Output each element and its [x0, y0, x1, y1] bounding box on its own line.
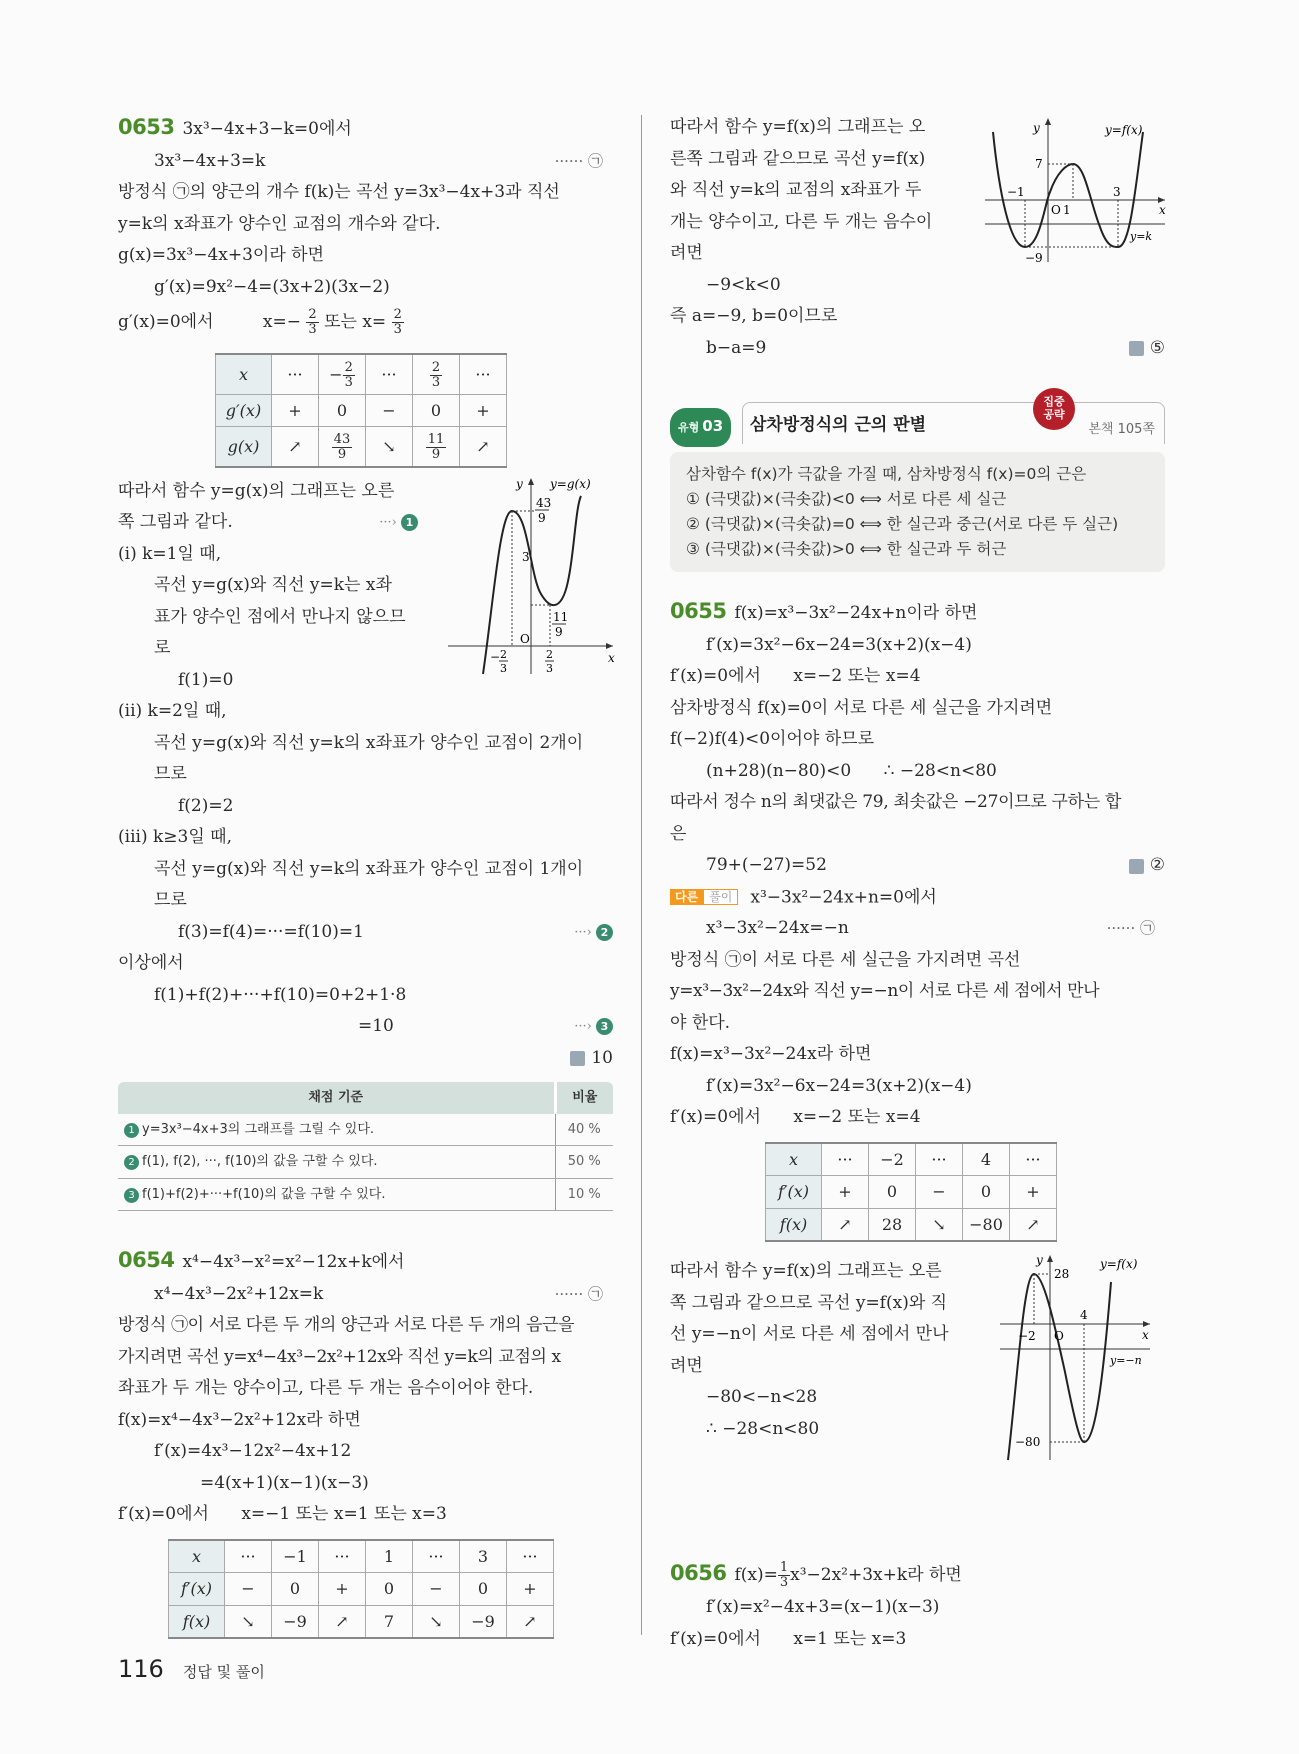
- text-line: 방정식 ㉠이 서로 다른 두 개의 양근과 서로 다른 두 개의 음근을: [118, 1315, 575, 1335]
- graph-section-0654: [670, 112, 1165, 364]
- text-line: 른쪽 그림과 같으므로 곡선 y=f(x): [670, 148, 926, 169]
- critical-points-line: g′(x)=0에서 x=− $\frac{2}{3}$ 또는 x= $\frac{2}{3}$: [118, 307, 402, 337]
- svg-text:x: x: [1159, 203, 1166, 217]
- problem-number: 0656: [670, 1561, 727, 1586]
- answer-icon: [1129, 859, 1144, 874]
- svg-text:x: x: [608, 650, 615, 665]
- problem-number: 0654: [118, 1248, 175, 1272]
- svg-text:9: 9: [555, 624, 563, 639]
- svg-text:−9: −9: [1025, 251, 1043, 262]
- text-line: 로: [154, 638, 171, 658]
- text-line: 즉 a=−9, b=0이므로: [670, 306, 838, 326]
- svg-text:3: 3: [1113, 185, 1121, 199]
- problem-0656-line1: 0656 f(x)= $\frac{1}{3}$ x³−2x²+3x+k라 하면: [670, 1560, 962, 1591]
- text-line: 려면: [670, 243, 703, 263]
- fraction: $\frac{2}{3}$: [393, 307, 402, 337]
- step-marker: ···› 1: [379, 507, 418, 539]
- alt-solution-badge: 다른 풀이: [670, 882, 738, 914]
- critical-points-line: f′(x)=0에서 x=−2 또는 x=4: [670, 666, 921, 686]
- derivative-line: g′(x)=9x²−4=(3x+2)(3x−2): [154, 276, 390, 297]
- problem-0655-line1: 0655 f(x)=x³−3x²−24x+n이라 하면: [670, 599, 978, 623]
- result-line: −9<k<0: [706, 274, 781, 295]
- text-line: 곡선 y=g(x)와 직선 y=k는 x좌: [154, 575, 392, 595]
- equation-line: 3x³−4x+3=k ······ ㉠: [118, 146, 613, 178]
- svg-text:y=−n: y=−n: [1110, 1354, 1142, 1368]
- table-row: 3 f(1)+f(2)+···+f(10)의 값을 구할 수 있다. 10 %: [118, 1178, 613, 1211]
- text-line: y=k의 x좌표가 양수인 교점의 개수와 같다.: [118, 213, 441, 234]
- text-line: f(x)=x³−3x²−24x라 하면: [670, 1044, 872, 1065]
- answer-icon: [1129, 341, 1144, 356]
- graph-f-of-x-0654: [985, 112, 1170, 262]
- text-line: 곡선 y=g(x)와 직선 y=k의 x좌표가 양수인 교점이 2개이: [154, 732, 584, 753]
- text-line: 이상에서: [118, 953, 184, 973]
- problem-0654-line1: 0654 x⁴−4x³−x²=x²−12x+k에서: [118, 1248, 405, 1272]
- concept-box: 삼차함수 f(x)가 극값을 가질 때, 삼차방정식 f(x)=0의 근은 ① (극댓값)×(극솟값)<0 ⟺ 서로 다른 세 실근 ② (극댓값)×(극솟값)=0 ⟺ 한 실근과 중근(서로 다른 두 실근) ③ (극댓값)×(극솟값)>0 ⟺ 한 실근과 두 허근: [670, 452, 1165, 572]
- text-line: y=x³−3x²−24x와 직선 y=−n이 서로 다른 세 점에서 만나: [670, 981, 1100, 1002]
- equation-ref-marker: ······ ㉠: [1106, 919, 1155, 938]
- text-line: 따라서 함수 y=f(x)의 그래프는 오른: [670, 1261, 942, 1282]
- text-line: 은: [670, 823, 687, 844]
- svg-text:9: 9: [538, 510, 546, 525]
- svg-text:x: x: [1142, 1328, 1149, 1343]
- answer-0654: ⑤: [1129, 333, 1165, 365]
- result-line: −80<−n<28: [706, 1387, 818, 1408]
- page-reference: 본책 105쪽: [1088, 422, 1155, 437]
- equation-ref-marker: ······ ㉠: [554, 1284, 603, 1303]
- variation-table-0654: x ··· −1 ··· 1 ··· 3 ··· f′(x) − 0 + 0 − 0 + f(x) ↘ −9 ↗ 7 ↘ −9 ↗: [168, 1539, 554, 1640]
- svg-text:4: 4: [1080, 1308, 1088, 1323]
- derivative-line: f′(x)=3x²−6x−24=3(x+2)(x−4): [706, 1075, 972, 1096]
- step-marker: ···› 2: [574, 917, 613, 949]
- result-line: f(2)=2: [178, 795, 234, 816]
- graph-section-0653: [118, 476, 613, 697]
- svg-text:y=f(x): y=f(x): [1100, 1257, 1138, 1272]
- svg-text:y=g(x): y=g(x): [550, 476, 591, 491]
- derivative-line: f′(x)=3x²−6x−24=3(x+2)(x−4): [706, 634, 972, 655]
- page-number: 116: [118, 1655, 164, 1683]
- answer-icon: [570, 1051, 585, 1066]
- derivative-line: =4(x+1)(x−1)(x−3): [200, 1472, 369, 1493]
- result-line: b−a=9 ⑤: [670, 333, 1165, 365]
- text-line: f(x)=x⁴−4x³−2x²+12x라 하면: [118, 1409, 361, 1430]
- svg-text:3: 3: [546, 661, 553, 675]
- case-header: (ii) k=2일 때,: [118, 701, 227, 721]
- variation-table-0653: x ··· − $\frac{2}{3}$ ··· $\frac{2}{3}$ ··· g′(x) + 0 − 0 + g(x) ↗ $\frac{43}{9}$ ↘ $\frac{11}{9}$ ↗: [215, 353, 507, 468]
- case-header: (i) k=1일 때,: [118, 543, 222, 564]
- text-line: 따라서 함수 y=f(x)의 그래프는 오: [670, 117, 926, 137]
- text-line: 선 y=−n이 서로 다른 세 점에서 만나: [670, 1324, 949, 1345]
- left-column: [118, 112, 613, 1647]
- text-line: 쪽 그림과 같다. ···› 1: [118, 507, 418, 539]
- answer-0653: 10: [118, 1043, 613, 1075]
- svg-text:−1: −1: [1007, 185, 1025, 199]
- svg-text:y=f(x): y=f(x): [1105, 123, 1143, 137]
- answer-0655: ②: [1129, 850, 1165, 882]
- type-badge: 유형 03: [670, 408, 731, 447]
- svg-text:3: 3: [522, 549, 530, 564]
- svg-text:2: 2: [546, 647, 553, 661]
- critical-points-line: f′(x)=0에서 x=−2 또는 x=4: [670, 1107, 921, 1128]
- text-line: g(x)=3x³−4x+3이라 하면: [118, 245, 324, 265]
- svg-text:O: O: [1051, 203, 1061, 217]
- svg-text:y: y: [1036, 1253, 1043, 1268]
- svg-text:−: −: [490, 649, 501, 664]
- graph-f-of-x-0655: [1000, 1252, 1170, 1462]
- alt-solution-line1: 다른 풀이 x³−3x²−24x+n=0에서: [670, 882, 1165, 914]
- type-03-header: [670, 395, 1165, 444]
- critical-points-line: f′(x)=0에서 x=1 또는 x=3: [670, 1628, 907, 1649]
- derivative-line: f′(x)=x²−4x+3=(x−1)(x−3): [706, 1597, 940, 1618]
- page-label: 정답 및 풀이: [182, 1663, 265, 1681]
- equation-line: x³−3x²−24x=−n ······ ㉠: [670, 913, 1165, 945]
- text-line: 따라서 함수 y=g(x)의 그래프는 오른: [118, 480, 395, 501]
- type-title: 삼차방정식의 근의 판별: [750, 415, 927, 435]
- equation-line: x⁴−4x³−2x²+12x=k ······ ㉠: [118, 1279, 613, 1311]
- svg-text:y: y: [516, 476, 523, 491]
- variation-table-0655: x ··· −2 ··· 4 ··· f′(x) + 0 − 0 + f(x) ↗ 28 ↘ −80 ↗: [765, 1142, 1057, 1243]
- text-line: 표가 양수인 점에서 만나지 않으므: [154, 606, 406, 627]
- text-line: 가지려면 곡선 y=x⁴−4x³−2x²+12x와 직선 y=k의 교점의 x: [118, 1346, 561, 1367]
- focus-badge: 집중 공략: [1033, 388, 1075, 430]
- text-line: 방정식 ㉠의 양근의 개수 f(k)는 곡선 y=3x³−4x+3과 직선: [118, 182, 560, 202]
- graph-g-of-x: [448, 476, 623, 676]
- fraction: $\frac{2}{3}$: [308, 307, 317, 337]
- result-line: f(1)=0: [178, 669, 234, 690]
- text-line: 방정식 ㉠이 서로 다른 세 실근을 가지려면 곡선: [670, 949, 1021, 970]
- page-footer: [118, 1655, 265, 1683]
- text-line: 려면: [670, 1355, 703, 1376]
- table-row: 1 y=3x³−4x+3의 그래프를 그릴 수 있다. 40 %: [118, 1114, 613, 1146]
- svg-text:7: 7: [1035, 157, 1043, 171]
- text-line: 쪽 그림과 같으므로 곡선 y=f(x)와 직: [670, 1292, 948, 1313]
- svg-text:1: 1: [1063, 203, 1071, 217]
- problem-number: 0653: [118, 115, 175, 139]
- critical-points-line: f′(x)=0에서 x=−1 또는 x=1 또는 x=3: [118, 1504, 447, 1524]
- svg-text:28: 28: [1054, 1267, 1070, 1282]
- column-divider: [641, 115, 642, 1635]
- text-line: 좌표가 두 개는 양수이고, 다른 두 개는 음수이어야 한다.: [118, 1378, 534, 1398]
- graph-section-0655: [670, 1253, 1165, 1506]
- text-line: f(−2)f(4)<0이어야 하므로: [670, 729, 874, 749]
- svg-text:3: 3: [500, 661, 507, 675]
- equation-ref-marker: ······ ㉠: [554, 151, 603, 170]
- inequality-line: (n+28)(n−80)<0 ∴ −28<n<80: [706, 760, 997, 781]
- derivative-line: f′(x)=4x³−12x²−4x+12: [154, 1441, 352, 1461]
- svg-text:−2: −2: [1018, 1329, 1036, 1344]
- table-row: 2 f(1), f(2), ···, f(10)의 값을 구할 수 있다. 50 %: [118, 1146, 613, 1179]
- scoring-table: 채점 기준 비율 1 y=3x³−4x+3의 그래프를 그릴 수 있다. 40 % 2 f(1), f(2), ···, f(10)의 값을 구할 수 있다. 50 % 3 f(1)+f(2)+···+f(10)의 값을 구할 수 있다. 10 %: [118, 1082, 613, 1211]
- sum-result: =10 ···› 3: [118, 1011, 613, 1043]
- svg-text:O: O: [520, 631, 530, 646]
- problem-0653-line1: 0653 3x³−4x+3−k=0에서: [118, 115, 352, 139]
- result-line: 79+(−27)=52 ②: [670, 850, 1165, 882]
- svg-text:−80: −80: [1015, 1435, 1041, 1450]
- sum-line: f(1)+f(2)+···+f(10)=0+2+1·8: [154, 984, 407, 1005]
- svg-text:O: O: [1054, 1329, 1064, 1344]
- svg-text:y: y: [1033, 121, 1040, 135]
- svg-text:y=k: y=k: [1130, 230, 1153, 243]
- text-line: 개는 양수이고, 다른 두 개는 음수이: [670, 211, 933, 232]
- text-line: 야 한다.: [670, 1012, 731, 1033]
- fraction: $\frac{1}{3}$: [779, 1560, 789, 1591]
- right-column: [670, 112, 1165, 1655]
- result-line: f(3)=f(4)=···=f(10)=1 ···› 2: [118, 917, 613, 949]
- svg-text:11: 11: [553, 609, 569, 624]
- text-line: 곡선 y=g(x)와 직선 y=k의 x좌표가 양수인 교점이 1개이: [154, 858, 584, 879]
- problem-number: 0655: [670, 599, 727, 623]
- step-marker: ···› 3: [574, 1011, 613, 1043]
- text-line: 와 직선 y=k의 교점의 x좌표가 두: [670, 180, 922, 200]
- text-line: 므로: [154, 890, 187, 910]
- svg-text:43: 43: [536, 495, 552, 510]
- svg-text:2: 2: [500, 647, 507, 661]
- case-header: (iii) k≥3일 때,: [118, 827, 232, 847]
- text-line: 므로: [154, 764, 187, 784]
- result-line: ∴ −28<n<80: [706, 1418, 820, 1439]
- text-line: 삼차방정식 f(x)=0이 서로 다른 세 실근을 가지려면: [670, 697, 1053, 718]
- text-line: 따라서 정수 n의 최댓값은 79, 최솟값은 −27이므로 구하는 합: [670, 792, 1122, 812]
